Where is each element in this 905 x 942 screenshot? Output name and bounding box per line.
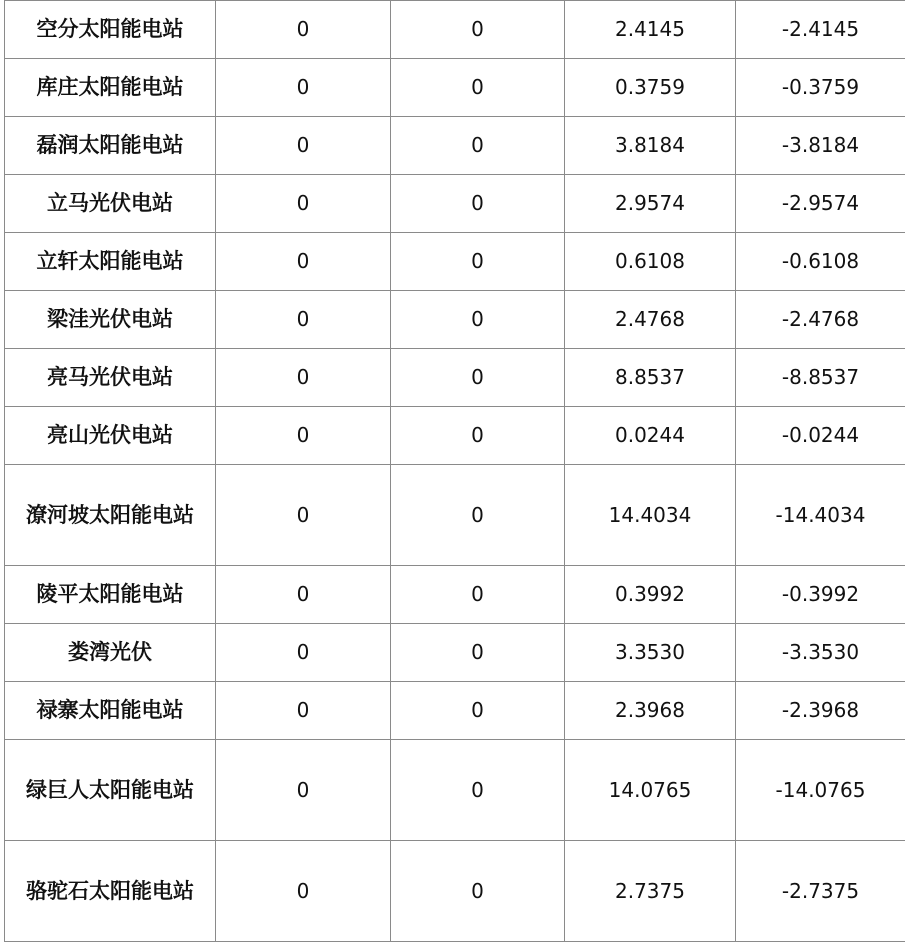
value-cell-2: 0: [391, 407, 565, 465]
value-cell-1: 0: [216, 1, 391, 59]
value-cell-4: -0.0244: [736, 407, 905, 465]
value-cell-2: 0: [391, 349, 565, 407]
value-cell-2: 0: [391, 59, 565, 117]
value-cell-2: 0: [391, 566, 565, 624]
value-cell-2: 0: [391, 740, 565, 841]
value-cell-1: 0: [216, 59, 391, 117]
table-row: [5, 740, 905, 841]
value-cell-4: -3.3530: [736, 624, 905, 682]
value-cell-1: 0: [216, 175, 391, 233]
table-row: [5, 59, 905, 117]
value-cell-3: 0.0244: [565, 407, 736, 465]
value-cell-1: 0: [216, 740, 391, 841]
value-cell-3: 3.3530: [565, 624, 736, 682]
value-cell-2: 0: [391, 682, 565, 740]
value-cell-1: 0: [216, 407, 391, 465]
value-cell-3: 2.4768: [565, 291, 736, 349]
station-name-cell: 库庄太阳能电站: [5, 59, 216, 117]
value-cell-3: 14.4034: [565, 465, 736, 566]
station-name-cell: 潦河坡太阳能电站: [5, 465, 216, 566]
station-name-cell: 禄寨太阳能电站: [5, 682, 216, 740]
value-cell-2: 0: [391, 624, 565, 682]
value-cell-3: 2.7375: [565, 841, 736, 942]
value-cell-4: -0.6108: [736, 233, 905, 291]
station-name-cell: 磊润太阳能电站: [5, 117, 216, 175]
value-cell-4: -2.3968: [736, 682, 905, 740]
table-row: [5, 407, 905, 465]
table-row: [5, 465, 905, 566]
value-cell-1: 0: [216, 291, 391, 349]
value-cell-3: 0.3992: [565, 566, 736, 624]
table-row: [5, 566, 905, 624]
station-name-cell: 梁洼光伏电站: [5, 291, 216, 349]
table-row: [5, 1, 905, 59]
table-row: [5, 233, 905, 291]
station-name-cell: 立轩太阳能电站: [5, 233, 216, 291]
station-name-cell: 骆驼石太阳能电站: [5, 841, 216, 942]
table-row: [5, 349, 905, 407]
value-cell-1: 0: [216, 349, 391, 407]
value-cell-1: 0: [216, 566, 391, 624]
value-cell-2: 0: [391, 841, 565, 942]
value-cell-4: -3.8184: [736, 117, 905, 175]
value-cell-1: 0: [216, 624, 391, 682]
value-cell-4: -0.3759: [736, 59, 905, 117]
value-cell-4: -14.4034: [736, 465, 905, 566]
value-cell-3: 0.3759: [565, 59, 736, 117]
value-cell-3: 14.0765: [565, 740, 736, 841]
value-cell-1: 0: [216, 682, 391, 740]
value-cell-1: 0: [216, 465, 391, 566]
station-name-cell: 空分太阳能电站: [5, 1, 216, 59]
data-table: [4, 0, 905, 942]
table-row: [5, 117, 905, 175]
table-row: [5, 841, 905, 942]
station-name-cell: 立马光伏电站: [5, 175, 216, 233]
value-cell-4: -8.8537: [736, 349, 905, 407]
value-cell-4: -2.4145: [736, 1, 905, 59]
value-cell-4: -14.0765: [736, 740, 905, 841]
value-cell-3: 2.9574: [565, 175, 736, 233]
value-cell-3: 2.4145: [565, 1, 736, 59]
station-name-cell: 陵平太阳能电站: [5, 566, 216, 624]
table-row: [5, 175, 905, 233]
value-cell-4: -2.4768: [736, 291, 905, 349]
value-cell-3: 3.8184: [565, 117, 736, 175]
value-cell-1: 0: [216, 841, 391, 942]
value-cell-1: 0: [216, 233, 391, 291]
station-name-cell: 绿巨人太阳能电站: [5, 740, 216, 841]
value-cell-1: 0: [216, 117, 391, 175]
value-cell-2: 0: [391, 291, 565, 349]
value-cell-2: 0: [391, 465, 565, 566]
table-body: [5, 1, 905, 942]
value-cell-4: -0.3992: [736, 566, 905, 624]
table-row: [5, 291, 905, 349]
value-cell-3: 8.8537: [565, 349, 736, 407]
table-row: [5, 682, 905, 740]
value-cell-4: -2.7375: [736, 841, 905, 942]
station-name-cell: 亮山光伏电站: [5, 407, 216, 465]
value-cell-2: 0: [391, 117, 565, 175]
value-cell-2: 0: [391, 233, 565, 291]
table-row: [5, 624, 905, 682]
value-cell-3: 0.6108: [565, 233, 736, 291]
station-name-cell: 娄湾光伏: [5, 624, 216, 682]
station-name-cell: 亮马光伏电站: [5, 349, 216, 407]
value-cell-3: 2.3968: [565, 682, 736, 740]
value-cell-2: 0: [391, 175, 565, 233]
value-cell-2: 0: [391, 1, 565, 59]
value-cell-4: -2.9574: [736, 175, 905, 233]
